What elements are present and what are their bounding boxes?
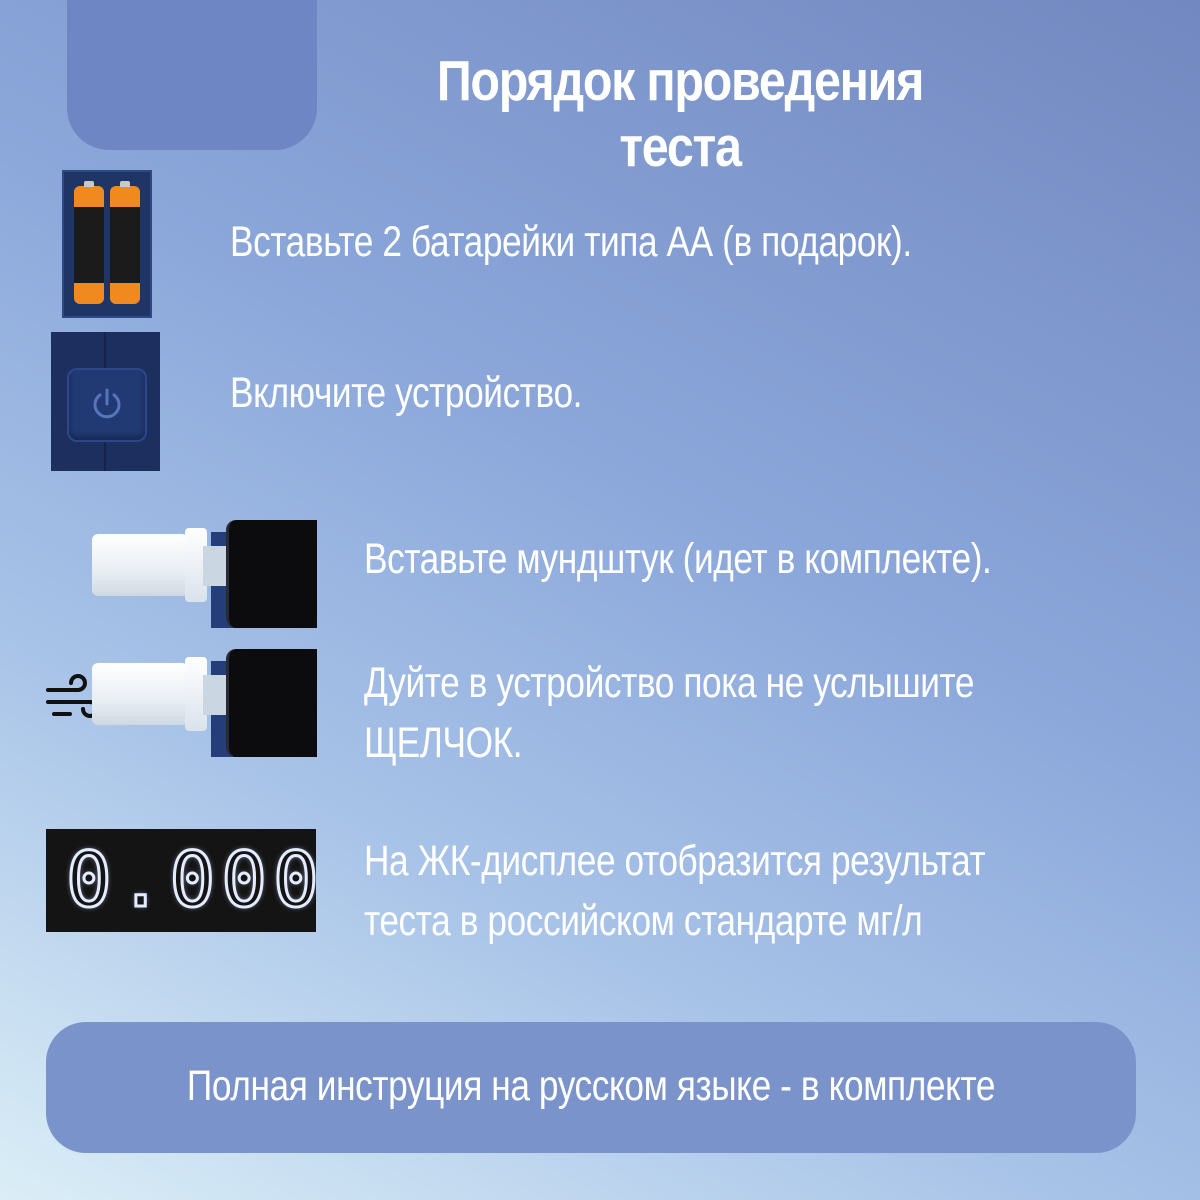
device-body [226, 520, 317, 628]
lcd-reading: 0.000 [66, 835, 325, 924]
step-5-text-line-2: теста в российском стандарте мг/л [364, 897, 923, 945]
footer-banner [46, 1022, 1136, 1153]
device-body [226, 649, 317, 757]
step-4-text-line-2: ЩЕЛЧОК. [364, 719, 523, 767]
corner-tab-decoration [67, 0, 317, 150]
page-title: Порядок проведения теста [436, 49, 924, 179]
mouthpiece-icon [92, 520, 317, 628]
mouthpiece-neck [203, 546, 227, 586]
step-2-text: Включите устройство. [230, 369, 583, 417]
footer-banner-text: Полная инструция на русском языке - в комплекте [186, 1062, 996, 1110]
battery-cell [74, 186, 104, 304]
mouthpiece-neck [203, 675, 227, 715]
mouthpiece-tube [92, 663, 188, 725]
step-1-text: Вставьте 2 батарейки типа АА (в подарок). [230, 218, 912, 266]
blow-icon [92, 649, 317, 757]
lcd-display-icon [46, 829, 325, 932]
power-key [67, 368, 147, 442]
step-4-text-line-1: Дуйте в устройство пока не услышите [364, 659, 975, 707]
step-5-text-line-1: На ЖК-дисплее отобразится результат [364, 837, 986, 885]
power-button-icon [51, 332, 160, 471]
battery-cell [110, 186, 140, 304]
mouthpiece-tube [92, 534, 188, 596]
battery-icon [62, 170, 152, 318]
power-symbol-icon [89, 386, 125, 422]
step-3-text: Вставьте мундштук (идет в комплекте). [364, 535, 992, 583]
